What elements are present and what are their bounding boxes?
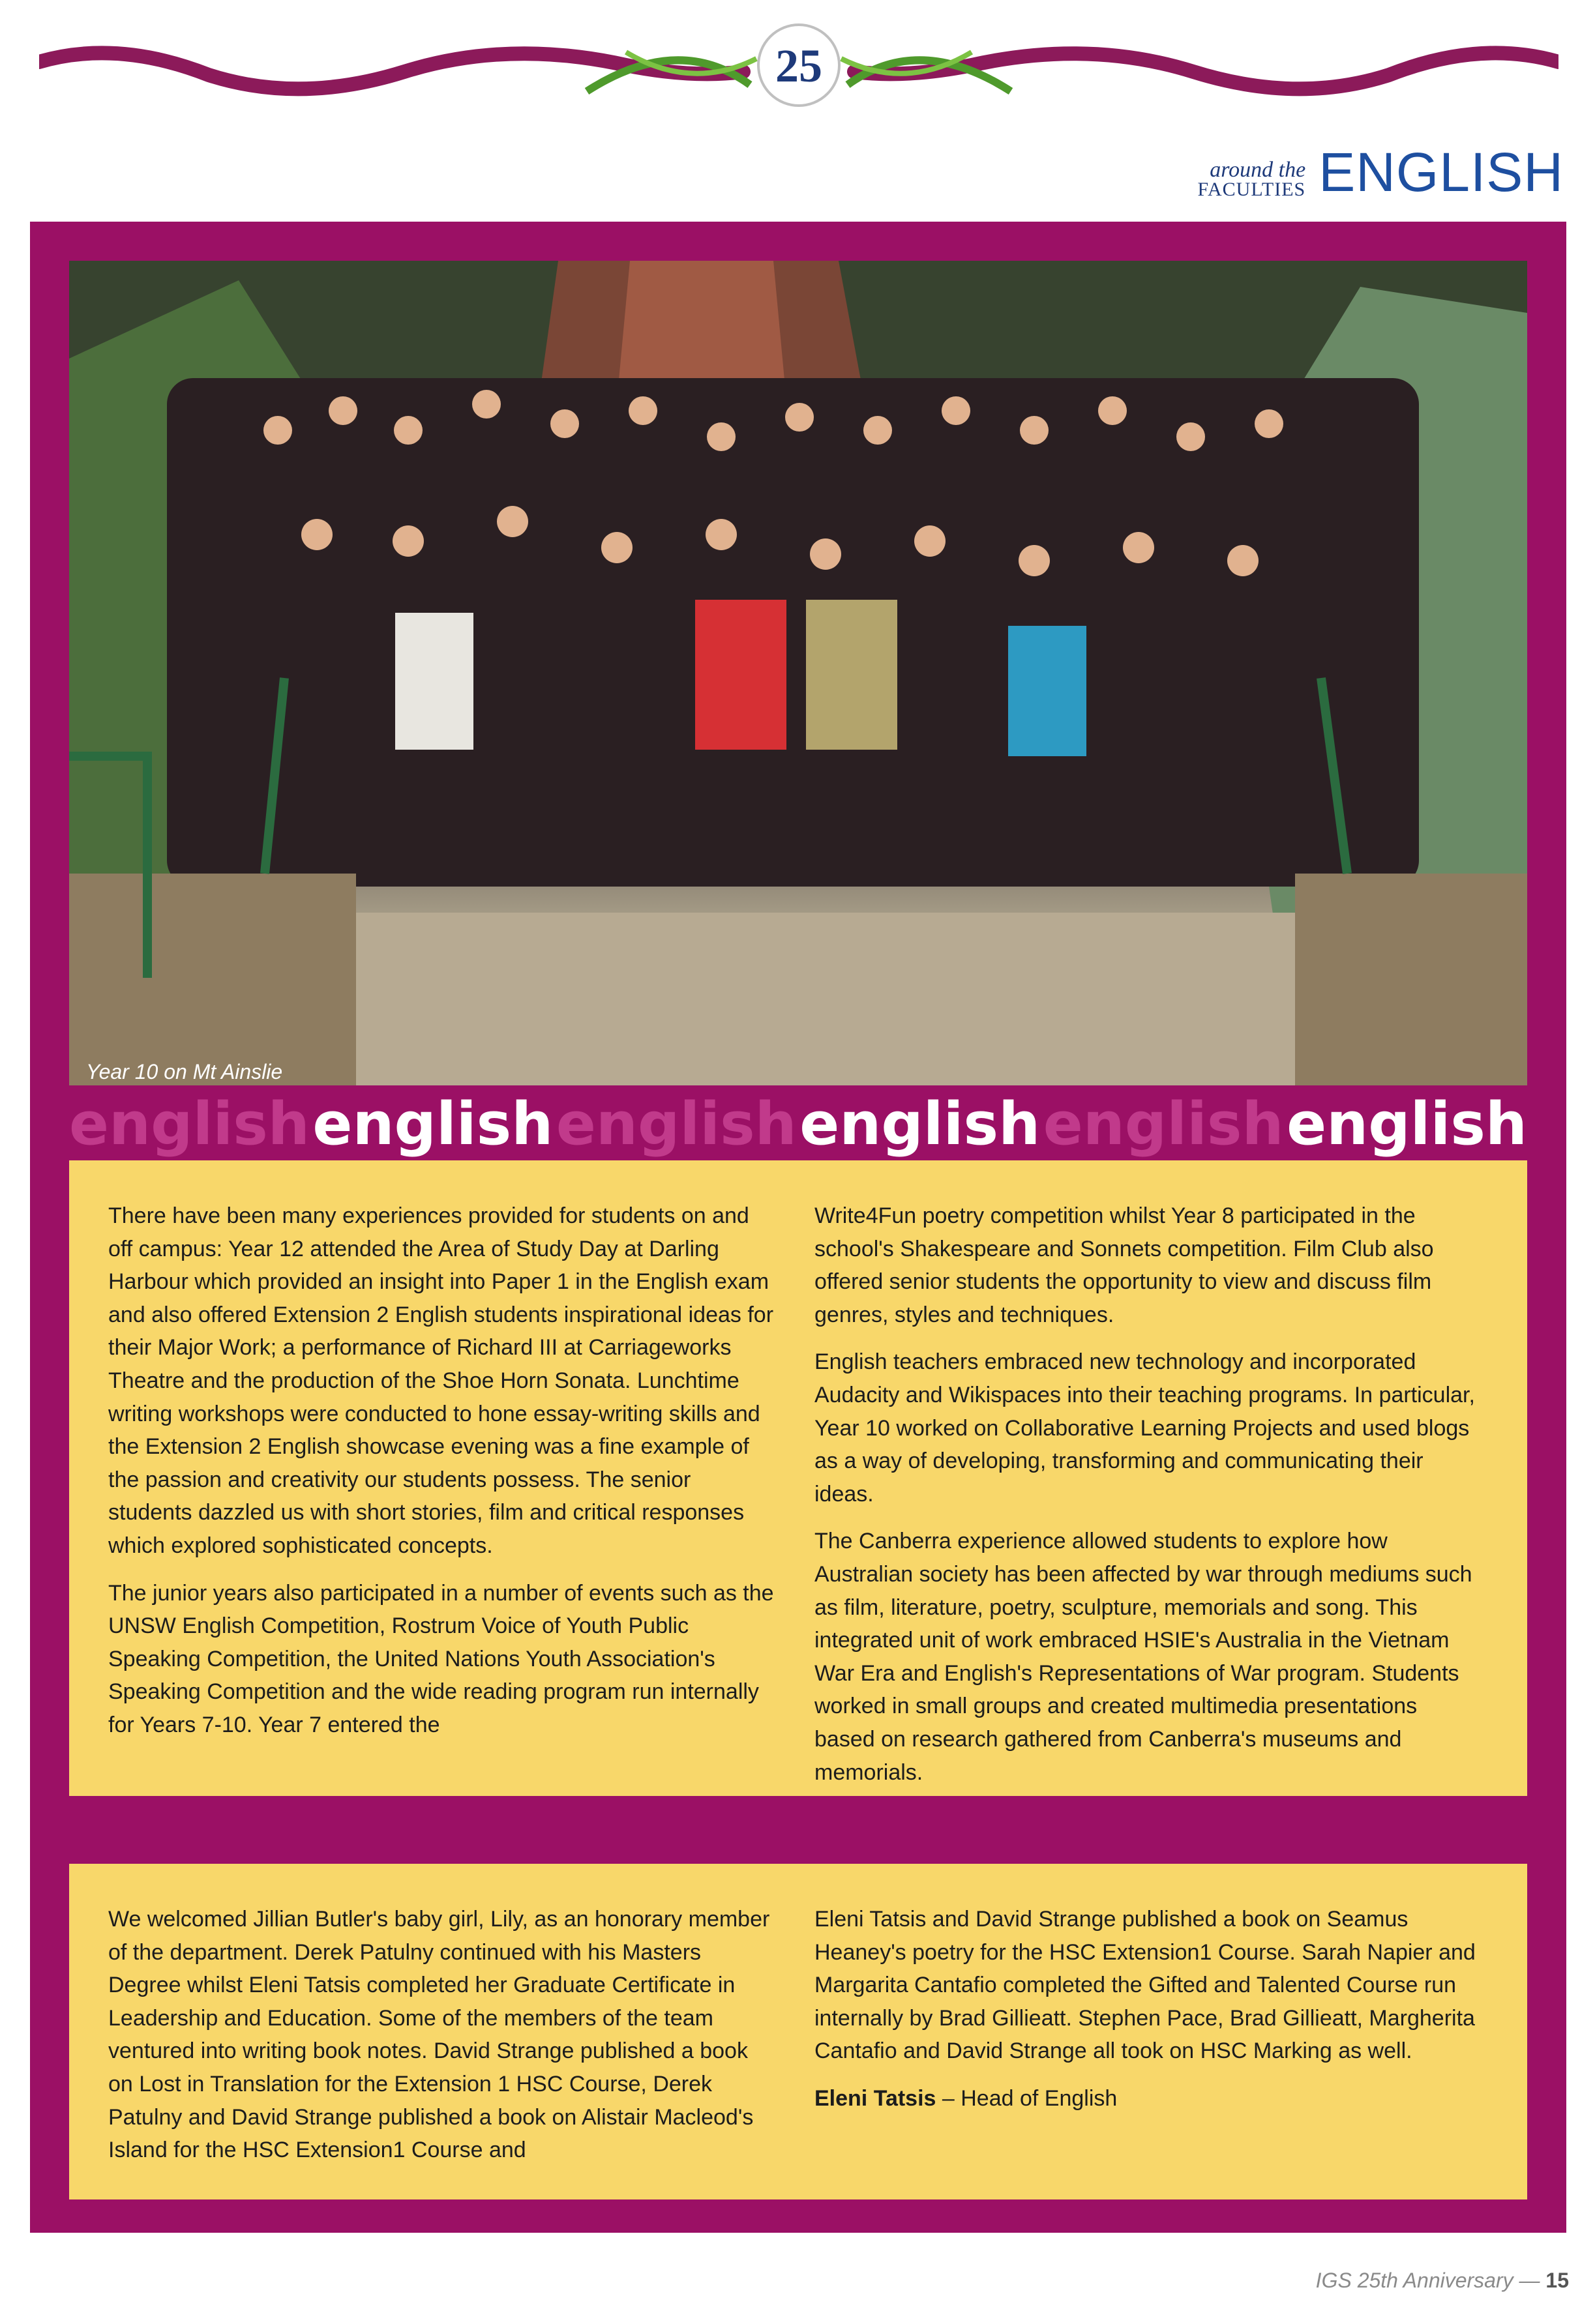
english-word: english [799, 1090, 1041, 1158]
article-column-right [814, 1903, 1482, 2199]
publication-name: IGS 25th Anniversary — [1315, 2269, 1546, 2292]
paragraph: The junior years also participated in a number of events such as the UNSW English Competition, Rostrum Voice of Youth Public Speaking Competition, the United Nations Youth Association's Speaking Competition and the wide reading program run internally for Years 7-10. Year 7 entered the [108, 1580, 774, 1737]
article-panel-staff [69, 1864, 1527, 2199]
english-word: english [69, 1090, 310, 1158]
anniversary-ribbon-banner [39, 13, 1558, 124]
english-word: english [312, 1090, 554, 1158]
paragraph: English teachers embraced new technology and incorporated Audacity and Wikispaces into their teaching programs. In particular, Year 10 worked on Collaborative Learning Projects and used blogs as a way of developing, transforming and communicating their ideas. [814, 1349, 1475, 1507]
signature-role: – Head of English [936, 2085, 1118, 2111]
paragraph: The Canberra experience allowed students to explore how Australian society has been affected by war through mediums such as film, literature, poetry, sculpture, memorials and song. This integrated unit of work embraced HSIE's Australia in the Vietnam War Era and English's Representations of War program. Students worked in small groups and created multimedia presentations based on research gathered from Canberra's museums and memorials. [814, 1529, 1472, 1785]
article-column-left [108, 1199, 775, 1796]
anniversary-number: 25 [775, 40, 822, 92]
content-frame [30, 222, 1566, 2233]
page-number: 15 [1545, 2269, 1569, 2292]
photo-caption: Year 10 on Mt Ainslie [86, 1060, 283, 1083]
signature [814, 2082, 1482, 2115]
english-word-band [69, 1089, 1527, 1160]
around-the-text: around the [1210, 158, 1306, 182]
around-the-faculties-label [1198, 160, 1306, 199]
article-panel-main [69, 1160, 1527, 1796]
page-footer [1316, 2269, 1569, 2293]
section-header [1197, 141, 1564, 203]
paragraph: We welcomed Jillian Butler's baby girl, Lily, as an honorary member of the department. Derek Patulny continued with his Masters Degree whilst Eleni Tatsis completed her Graduate Certificate in Leadership and Education. Some of the members of the team ventured into writing book notes. David Strange published a book on Lost in Translation for the Extension 1 HSC Course, Derek Patulny and David Strange published a book on Alistair Macleod's Island for the HSC Extension1 Course and [108, 1907, 770, 2163]
paragraph: Write4Fun poetry competition whilst Year 8 participated in the school's Shakespeare and Sonnets competition. Film Club also offered senior students the opportunity to view and discuss film genres, styles and techniques. [814, 1203, 1434, 1327]
english-word: english [556, 1090, 797, 1158]
faculties-text: FACULTIES [1197, 179, 1306, 200]
group-photo-illustration [69, 261, 1527, 1085]
english-word: english [1043, 1090, 1284, 1158]
article-column-right [814, 1199, 1482, 1796]
article-column-left [108, 1903, 775, 2199]
group-photo [69, 261, 1527, 1085]
english-word: english [1287, 1090, 1527, 1158]
signature-name: Eleni Tatsis [814, 2085, 936, 2111]
paragraph: There have been many experiences provided for students on and off campus: Year 12 attended the Area of Study Day at Darling Harbour which provided an insight into Paper 1 in the English exam and also offered Extension 2 English students inspirational ideas for their Major Work; a performance of Richard III at Carriageworks Theatre and the production of the Shoe Horn Sonata. Lunchtime writing workshops were conducted to hone essay-writing skills and the Extension 2 English showcase evening was a fine example of the passion and creativity our students possess. The senior students dazzled us with short stories, film and critical responses which explored sophisticated concepts. [108, 1203, 774, 1558]
department-title: ENGLISH [1319, 141, 1564, 203]
paragraph: Eleni Tatsis and David Strange published a book on Seamus Heaney's poetry for the HSC Extension1 Course. Sarah Napier and Margarita Cantafio completed the Gifted and Talented Course run internally by Brad Gillieatt. Stephen Pace, Brad Gillieatt, Margherita Cantafio and David Strange all took on HSC Marking as well. [814, 1907, 1476, 2064]
